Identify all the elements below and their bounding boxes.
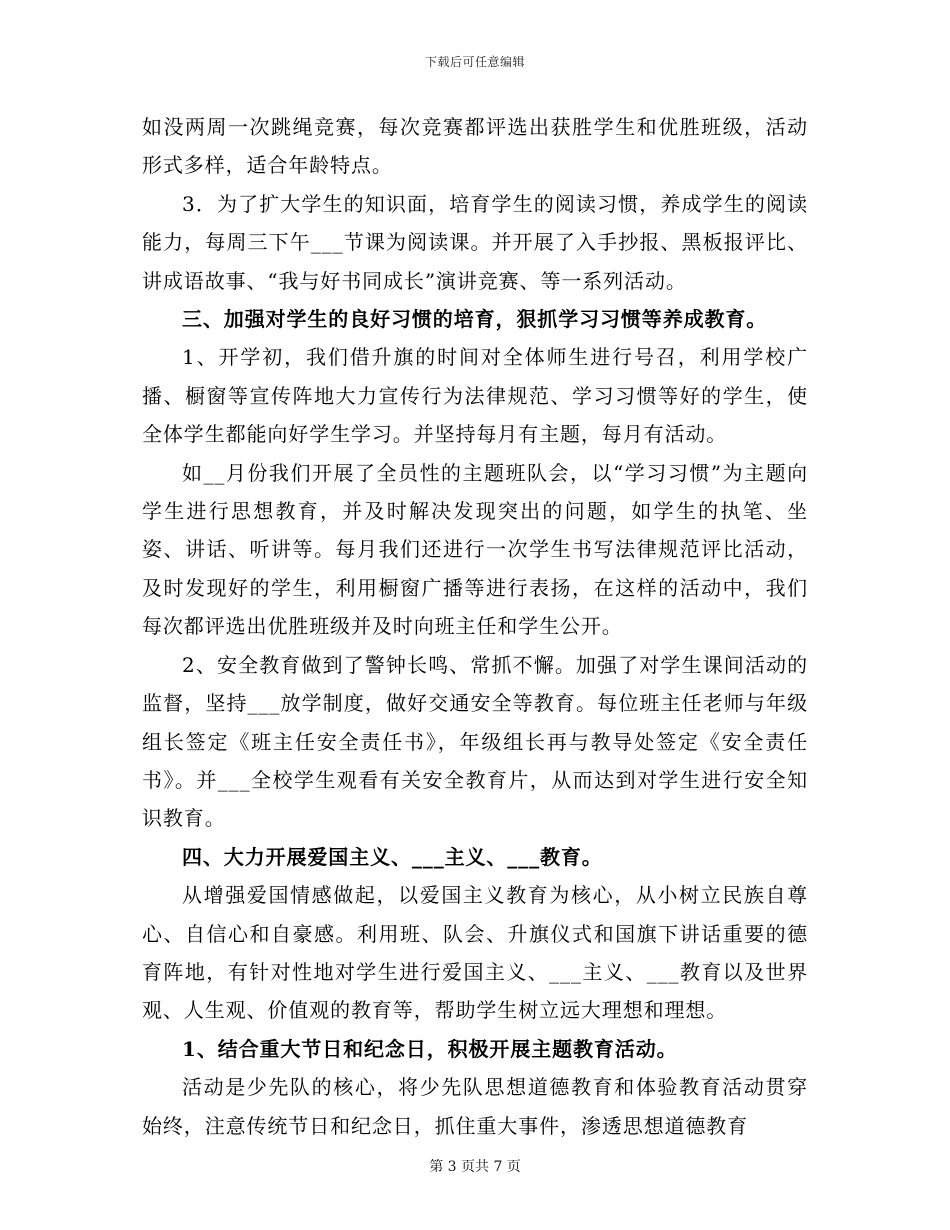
document-body (142, 108, 808, 1145)
page-footer: 第 3 页共 7 页 (429, 1159, 521, 1175)
paragraph-2: 3．为了扩大学生的知识面，培育学生的阅读习惯，养成学生的阅读能力，每周三下午___节课为阅读课。并开展了入手抄报、黑板报评比、讲成语故事、“我与好书同成长”演讲竞赛、等一系列活动。 (142, 191, 808, 293)
paragraph-4: 1、开学初，我们借升旗的时间对全体师生进行号召，利用学校广播、橱窗等宣传阵地大力宣传行为法律规范、学习习惯等好的学生，使全体学生都能向好学生学习。并坚持每月有主题，每月有活动。 (142, 345, 808, 447)
paragraph-8: 从增强爱国情感做起，以爱国主义教育为核心，从小树立民族自尊心、自信心和自豪感。利用班、队会、升旗仪式和国旗下讲话重要的德育阵地，有针对性地对学生进行爱国主义、___主义、___教育以及世界观、人生观、价值观的教育等，帮助学生树立远大理想和理想。 (142, 883, 808, 1023)
paragraph-5: 如__月份我们开展了全员性的主题班队会，以“学习习惯”为主题向学生进行思想教育，并及时解决发现突出的问题，如学生的执笔、坐姿、讲话、听讲等。每月我们还进行一次学生书写法律规范评比活动，及时发现好的学生，利用橱窗广播等进行表扬，在这样的活动中，我们每次都评选出优胜班级并及时向班主任和学生公开。 (142, 460, 808, 639)
section-heading-3: 三、加强对学生的良好习惯的培育，狠抓学习习惯等养成教育。 (182, 307, 768, 332)
subsection-heading-1: 1、结合重大节日和纪念日，积极开展主题教育活动。 (182, 1036, 678, 1061)
paragraph-6: 2、安全教育做到了警钟长鸣、常抓不懈。加强了对学生课间活动的监督，坚持___放学制度，做好交通安全等教育。每位班主任老师与年级组长签定《班主任安全责任书》，年级组长再与教导处签定《安全责任书》。并___全校学生观看有关安全教育片，从而达到对学生进行安全知识教育。 (142, 652, 808, 831)
paragraph-1: 如没两周一次跳绳竞赛，每次竞赛都评选出获胜学生和优胜班级，活动形式多样，适合年龄特点。 (142, 115, 808, 178)
paragraph-10: 活动是少先队的核心，将少先队思想道德教育和体验教育活动贯穿始终，注意传统节日和纪念日，抓住重大事件，渗透思想道德教育 (142, 1075, 808, 1138)
page-header: 下载后可任意编辑 (424, 55, 525, 69)
section-heading-4: 四、大力开展爱国主义、___主义、___教育。 (182, 844, 603, 869)
